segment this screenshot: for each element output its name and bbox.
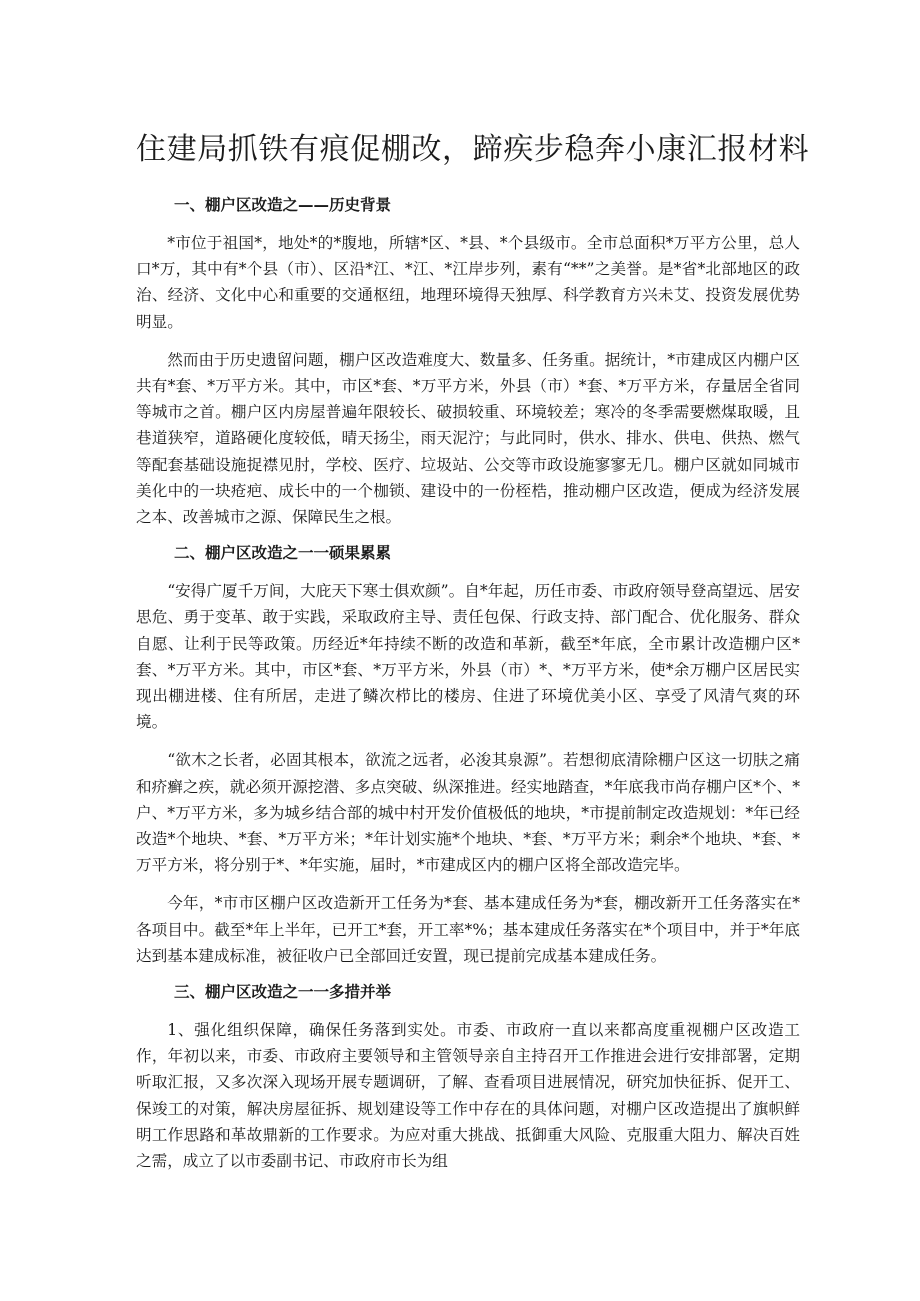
paragraph: 1、强化组织保障，确保任务落到实处。市委、市政府一直以来都高度重视棚户区改造工作，年初以来，市委、市政府主要领导和主管领导亲自主持召开工作推进会进行安排部署，定期听取汇报，又多次深入现场开展专题调研，了解、查看项目进展情况，研究加快征拆、促开工、保竣工的对策，解决房屋征拆、规划建设等工作中存在的具体问题，对棚户区改造提出了旗帜鲜明工作思路和革故鼎新的工作要求。为应对重大挑战、抵御重大风险、克服重大阻力、解决百姓之需，成立了以市委副书记、市政府市长为组 bbox=[136, 1021, 800, 1171]
section-measures bbox=[136, 981, 800, 1174]
section-history bbox=[136, 194, 800, 530]
section-heading: 二、棚户区改造之一一硕果累累 bbox=[174, 544, 392, 563]
paragraph: *市位于祖国*，地处*的*腹地，所辖*区、*县、*个县级市。全市总面积*万平方公里，总人口*万，其中有*个县（市）、区沿*江、*江、*江岸步列，素有“**”之美誉。是*省*北部地区的政治、经济、文化中心和重要的交通枢纽，地理环境得天独厚、科学教育方兴未艾、投资发展优势明显。 bbox=[136, 234, 800, 331]
document-title: 住建局抓铁有痕促棚改，蹄疾步稳奔小康汇报材料 bbox=[136, 132, 810, 167]
paragraph: 然而由于历史遗留问题，棚户区改造难度大、数量多、任务重。据统计，*市建成区内棚户区共有*套、*万平方米。其中，市区*套、*万平方米，外县（市）*套、*万平方米，存量居全省同等城市之首。棚户区内房屋普遍年限较长、破损较重、环境较差；寒冷的冬季需要燃煤取暖，且巷道狭窄，道路硬化度较低，晴天扬尘，雨天泥泞；与此同时，供水、排水、供电、供热、燃气等配套基础设施捉襟见肘，学校、医疗、垃圾站、公交等市政设施寥寥无几。棚户区就如同城市美化中的一块疮疤、成长中的一个枷锁、建设中的一份桎梏，推动棚户区改造，便成为经济发展之本、改善城市之源、保障民生之根。 bbox=[136, 350, 800, 527]
section-heading: 一、棚户区改造之——历史背景 bbox=[174, 196, 392, 214]
section-heading: 三、棚户区改造之一一多措并举 bbox=[174, 983, 392, 1002]
paragraph: “安得广厦千万间，大庇天下寒士俱欢颜”。自*年起，历任市委、市政府领导登高望远、居安思危、勇于变革、敢于实践，采取政府主导、责任包保、行政支持、部门配合、优化服务、群众自愿、让利于民等政策。历经近*年持续不断的改造和革新，截至*年底，全市累计改造棚户区*套、*万平方米。其中，市区*套、*万平方米，外县（市）*、*万平方米，使*余万棚户区居民实现出棚进楼、住有所居，走进了鳞次栉比的楼房、住进了环境优美小区、享受了风清气爽的环境。 bbox=[136, 582, 800, 732]
section-achievements bbox=[136, 542, 800, 969]
paragraph: “欲木之长者，必固其根本，欲流之远者，必浚其泉源”。若想彻底清除棚户区这一切肤之痛和疥癣之疾，就必须开源挖潜、多点突破、纵深推进。经实地踏查，*年底我市尚存棚户区*个、*户、*万平方米，多为城乡结合部的城中村开发价值极低的地块，*市提前制定改造规划：*年已经改造*个地块、*套、*万平方米；*年计划实施*个地块、*套、*万平方米；剩余*个地块、*套、*万平方米，将分别于*、*年实施，届时，*市建成区内的棚户区将全部改造完毕。 bbox=[136, 751, 800, 875]
paragraph: 今年，*市市区棚户区改造新开工任务为*套、基本建成任务为*套，棚改新开工任务落实在*各项目中。截至*年上半年，已开工*套，开工率*%；基本建成任务落实在*个项目中，并于*年底达到基本建成标准，被征收户已全部回迁安置，现已提前完成基本建成任务。 bbox=[136, 894, 800, 965]
document-page bbox=[136, 128, 810, 1186]
